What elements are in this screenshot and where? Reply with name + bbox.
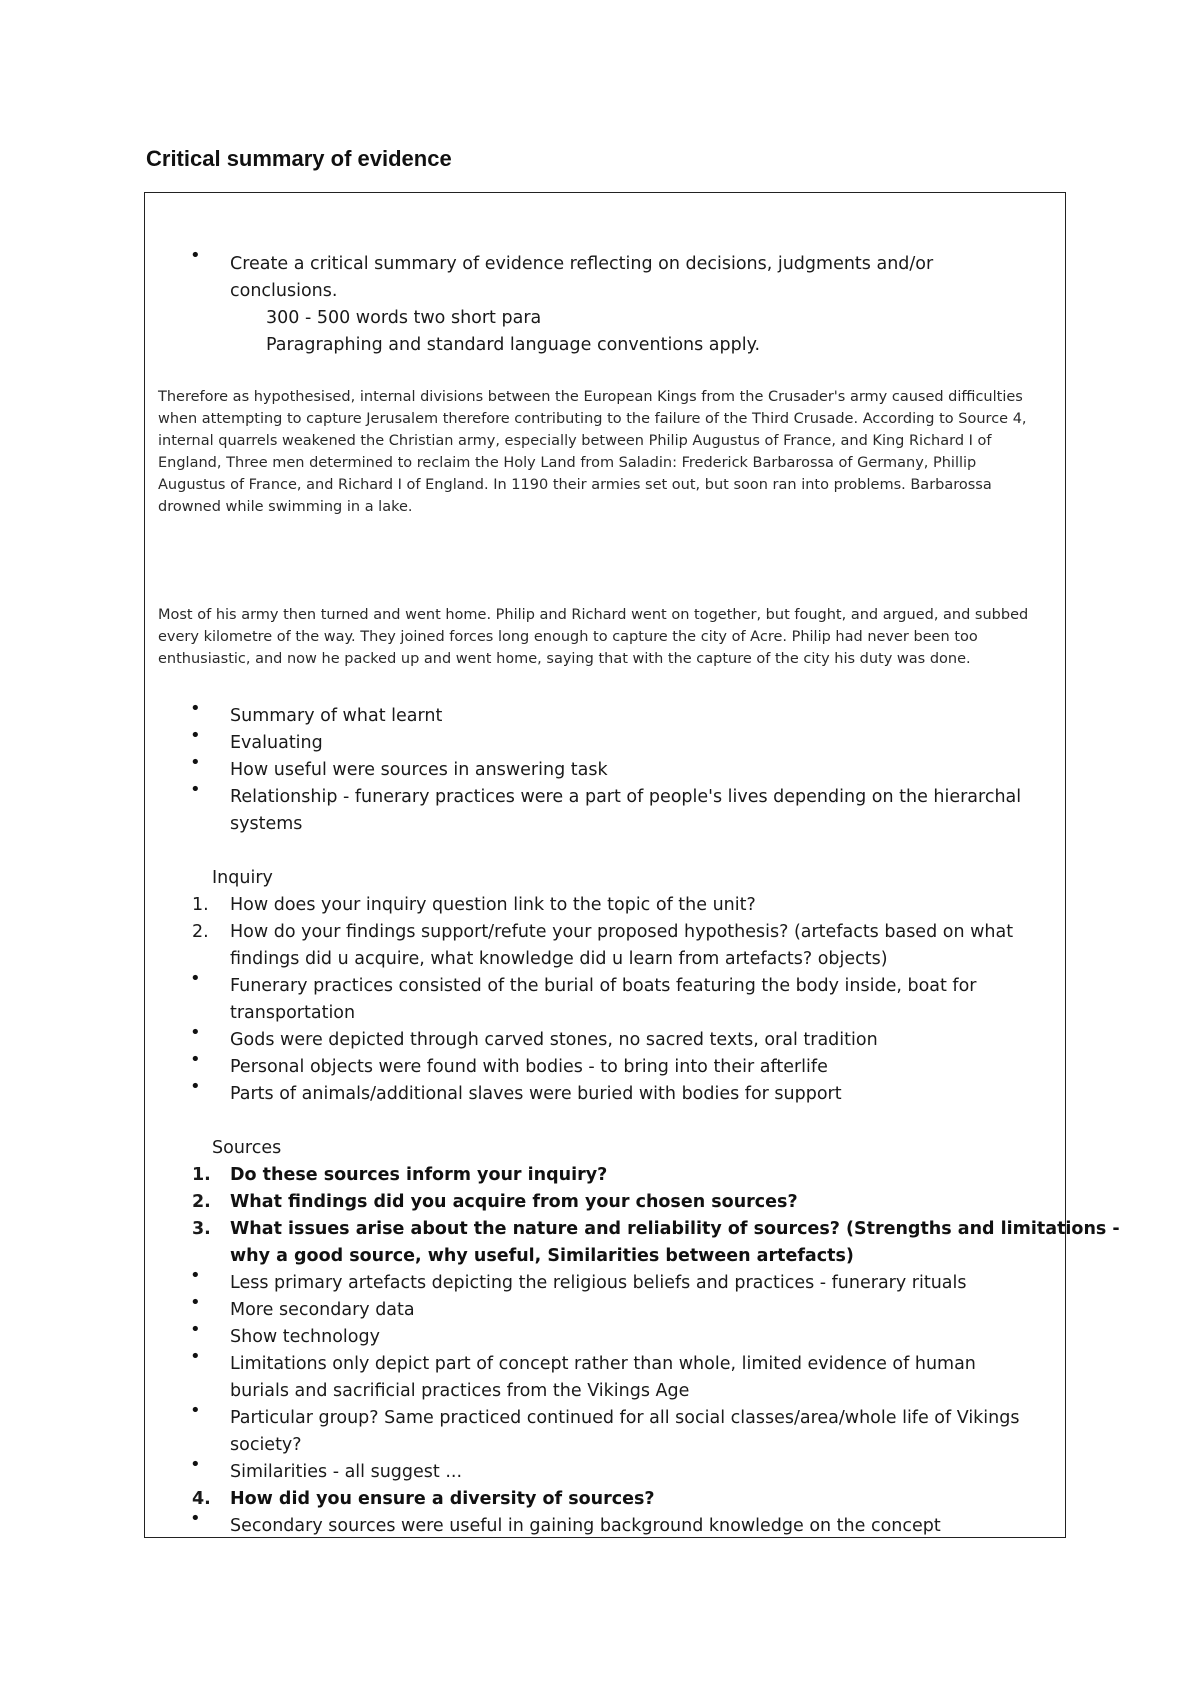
inquiry-question-2: How do your findings support/refute your proposed hypothesis? (artefacts based on what bbox=[230, 922, 1014, 942]
inquiry-bullet-2: Gods were depicted through carved stones, no sacred texts, oral tradition bbox=[230, 1030, 878, 1050]
intro-sub2: Paragraphing and standard language conventions apply. bbox=[266, 335, 761, 355]
sources-bullet-3: Show technology bbox=[230, 1327, 380, 1347]
bullet-marker: • bbox=[190, 968, 201, 989]
sources-bullet-2: More secondary data bbox=[230, 1300, 415, 1320]
summary-bullet-continued: systems bbox=[230, 814, 303, 834]
bullet-marker: • bbox=[190, 1400, 201, 1421]
inquiry-bullet-1: Funerary practices consisted of the burial of boats featuring the body inside, boat for bbox=[230, 976, 977, 996]
sources-bullet-4: Limitations only depict part of concept rather than whole, limited evidence of human bbox=[230, 1354, 976, 1374]
paragraph2-line: Most of his army then turned and went home. Philip and Richard went on together, but fought, and argued, and subbed bbox=[158, 607, 1029, 623]
intro-bullet-line2: conclusions. bbox=[230, 281, 338, 301]
summary-bullet: Relationship - funerary practices were a part of people's lives depending on the hierarchal bbox=[230, 787, 1022, 807]
inquiry-question-1: How does your inquiry question link to the topic of the unit? bbox=[230, 895, 756, 915]
inquiry-bullet-4: Parts of animals/additional slaves were buried with bodies for support bbox=[230, 1084, 842, 1104]
list-number: 1. bbox=[192, 1165, 211, 1185]
sources-bullet-7: Secondary sources were useful in gaining background knowledge on the concept bbox=[230, 1516, 941, 1536]
bullet-marker: • bbox=[190, 779, 201, 800]
sources-question-2: What findings did you acquire from your chosen sources? bbox=[230, 1192, 798, 1212]
paragraph1-line: drowned while swimming in a lake. bbox=[158, 499, 413, 515]
summary-bullet: Evaluating bbox=[230, 733, 323, 753]
sources-bullet-1: Less primary artefacts depicting the religious beliefs and practices - funerary rituals bbox=[230, 1273, 967, 1293]
sources-bullet-5: Particular group? Same practiced continued for all social classes/area/whole life of Vikings bbox=[230, 1408, 1020, 1428]
inquiry-bullet-3: Personal objects were found with bodies - to bring into their afterlife bbox=[230, 1057, 828, 1077]
paragraph1-line: when attempting to capture Jerusalem therefore contributing to the failure of the Third Crusade. According to Source 4, bbox=[158, 411, 1027, 427]
bullet-marker: • bbox=[190, 1454, 201, 1475]
intro-bullet-line1: Create a critical summary of evidence reflecting on decisions, judgments and/or bbox=[230, 254, 934, 274]
inquiry-bullet-1-continued: transportation bbox=[230, 1003, 356, 1023]
paragraph1-line: Therefore as hypothesised, internal divisions between the European Kings from the Crusader's army caused difficulties bbox=[158, 389, 1023, 405]
summary-bullet: Summary of what learnt bbox=[230, 706, 443, 726]
bullet-marker: • bbox=[190, 1049, 201, 1070]
inquiry-question-2-continued: findings did u acquire, what knowledge did u learn from artefacts? objects) bbox=[230, 949, 888, 969]
list-number: 4. bbox=[192, 1489, 211, 1509]
sources-question-3: What issues arise about the nature and reliability of sources? (Strengths and limitations - bbox=[230, 1219, 1120, 1239]
bullet-marker: • bbox=[190, 698, 201, 719]
bullet-marker: • bbox=[190, 1292, 201, 1313]
sources-bullet-6: Similarities - all suggest ... bbox=[230, 1462, 463, 1482]
bullet-marker: • bbox=[190, 1346, 201, 1367]
bullet-marker: • bbox=[190, 1319, 201, 1340]
paragraph2-line: enthusiastic, and now he packed up and went home, saying that with the capture of the city his duty was done. bbox=[158, 651, 971, 667]
sources-heading: Sources bbox=[212, 1138, 282, 1158]
paragraph1-line: England, Three men determined to reclaim the Holy Land from Saladin: Frederick Barbarossa of Germany, Phillip bbox=[158, 455, 977, 471]
paragraph1-line: Augustus of France, and Richard I of England. In 1190 their armies set out, but soon ran into problems. Barbarossa bbox=[158, 477, 992, 493]
list-number: 2. bbox=[192, 922, 209, 942]
bullet-marker: • bbox=[190, 245, 201, 266]
paragraph2-line: every kilometre of the way. They joined forces long enough to capture the city of Acre. Philip had never been too bbox=[158, 629, 978, 645]
list-number: 2. bbox=[192, 1192, 211, 1212]
sources-question-1: Do these sources inform your inquiry? bbox=[230, 1165, 608, 1185]
sources-question-3-continued: why a good source, why useful, Similarities between artefacts) bbox=[230, 1246, 854, 1266]
summary-bullet: How useful were sources in answering task bbox=[230, 760, 608, 780]
list-number: 1. bbox=[192, 895, 209, 915]
paragraph1-line: internal quarrels weakened the Christian army, especially between Philip Augustus of France, and King Richard I of bbox=[158, 433, 992, 449]
bullet-marker: • bbox=[190, 1265, 201, 1286]
sources-bullet-5-continued: society? bbox=[230, 1435, 302, 1455]
sources-bullet-4-continued: burials and sacrificial practices from the Vikings Age bbox=[230, 1381, 690, 1401]
bullet-marker: • bbox=[190, 1022, 201, 1043]
page-title: Critical summary of evidence bbox=[146, 146, 452, 171]
intro-sub1: 300 - 500 words two short para bbox=[266, 308, 542, 328]
bullet-marker: • bbox=[190, 1076, 201, 1097]
bullet-marker: • bbox=[190, 725, 201, 746]
sources-question-4: How did you ensure a diversity of sources? bbox=[230, 1489, 655, 1509]
inquiry-heading: Inquiry bbox=[212, 868, 273, 888]
bullet-marker: • bbox=[190, 752, 201, 773]
bullet-marker: • bbox=[190, 1508, 201, 1529]
list-number: 3. bbox=[192, 1219, 211, 1239]
